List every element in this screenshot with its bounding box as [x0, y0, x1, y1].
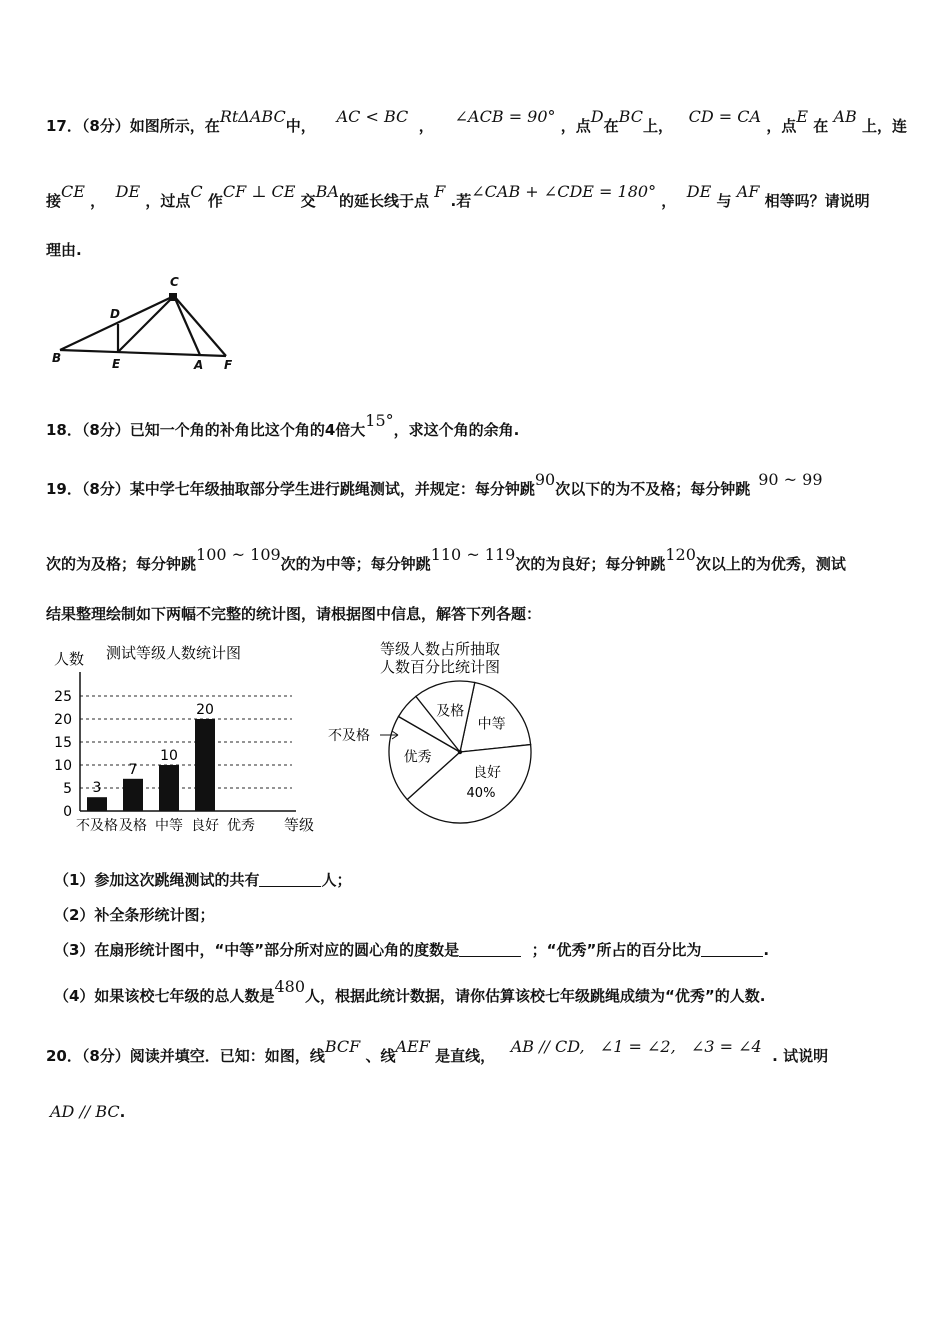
- q20-line1: 20．（8分）阅读并填空．已知：如图，线BCF 、线AEF 是直线， AB // CD, ∠1 = ∠2, ∠3 = ∠4 . 试说明: [46, 1037, 829, 1065]
- bar-categories: [76, 817, 255, 834]
- pie-chart: [322, 636, 536, 832]
- bar-ytick-label: 0: [63, 804, 72, 820]
- q17-line1: 17．（8分）如图所示，在RtΔABC中， AC < BC ， ∠ACB = 90° ，点D在BC上， CD = CA ，点E 在 AB 上，连: [46, 107, 908, 135]
- q19-sub4: （4）如果该校七年级的总人数是480人，根据此统计数据，请你估算该校七年级跳绳成绩为“优秀”的人数.: [54, 977, 766, 1005]
- q19-line1: 19．（8分）某中学七年级抽取部分学生进行跳绳测试，并规定：每分钟跳90次以下的为不及格；每分钟跳 90 ~ 99: [46, 470, 823, 498]
- bar-category-label: 良好: [191, 818, 219, 834]
- bar-category-label: 中等: [155, 818, 183, 834]
- label-d: D: [110, 307, 120, 321]
- bar-chart-ylabel: 人数: [54, 650, 85, 668]
- pie-label: 及格: [436, 703, 465, 720]
- bar-chart-title: 测试等级人数统计图: [106, 644, 242, 662]
- segment-ca: [174, 296, 200, 355]
- pie-label: 不及格: [328, 728, 370, 744]
- bar-value-label: 3: [92, 780, 102, 797]
- label-f: F: [224, 358, 233, 372]
- q19-line2: 次的为及格；每分钟跳100 ~ 109次的为中等；每分钟跳110 ~ 119次的为良好；每分钟跳120次以上的为优秀，测试: [46, 545, 846, 573]
- pie-center-dot: [458, 750, 462, 754]
- bar-value-label: 7: [128, 761, 138, 778]
- pie-label: 中等: [477, 716, 506, 733]
- label-e: E: [112, 357, 121, 371]
- bar-ytick-label: 5: [63, 781, 72, 797]
- pie-label: 良好: [472, 765, 501, 782]
- answer-blank-1[interactable]: [259, 872, 321, 887]
- q19-sub2: （2）补全条形统计图；: [54, 906, 215, 924]
- q17-line3: 理由.: [46, 241, 82, 259]
- bar: [159, 765, 179, 811]
- answer-blank-2[interactable]: [459, 942, 521, 957]
- q20-line2: AD // BC.: [50, 1102, 126, 1121]
- bar: [87, 797, 107, 811]
- bar-grid: [80, 696, 292, 788]
- bar: [195, 719, 215, 811]
- bar-ytick-label: 10: [54, 758, 72, 774]
- q18-line: 18．（8分）已知一个角的补角比这个角的4倍大15°，求这个角的余角.: [46, 411, 520, 439]
- right-angle-mark: [169, 293, 177, 301]
- bar-value-label: 20: [196, 702, 214, 718]
- bar-ytick-label: 20: [54, 712, 72, 728]
- label-a: A: [194, 358, 204, 372]
- bar-ytick-label: 25: [54, 689, 72, 705]
- q17-triangle-figure: [48, 272, 248, 376]
- bar-category-label: 优秀: [227, 818, 255, 834]
- segment-cf: [174, 296, 226, 356]
- bar-category-label: 不及格: [76, 818, 118, 834]
- pie-label: 优秀: [403, 749, 432, 766]
- bar-category-label: 及格: [119, 818, 147, 834]
- segment-bf: [60, 350, 226, 356]
- label-c: C: [170, 275, 179, 289]
- answer-blank-3[interactable]: [701, 942, 763, 957]
- q19-line3: 结果整理绘制如下两幅不完整的统计图，请根据图中信息，解答下列各题：: [46, 605, 542, 623]
- q17-line2: 接CE ， DE ，过点C 作CF ⊥ CE 交BA的延长线于点 F .若∠CAB + ∠CDE = 180° ， DE 与 AF 相等吗？请说明: [46, 182, 870, 210]
- bar-chart-xlabel: 等级: [284, 816, 315, 834]
- q19-sub1: （1）参加这次跳绳测试的共有 人；: [54, 871, 352, 889]
- segment-ce: [118, 296, 174, 352]
- bar-value-label: 10: [160, 748, 178, 764]
- bar-ytick-label: 15: [54, 735, 72, 751]
- pie-title-line2: 人数百分比统计图: [380, 658, 501, 676]
- bar-yticks: [54, 689, 72, 820]
- q19-sub3: （3）在扇形统计图中，“中等”部分所对应的圆心角的度数是 ；“优秀”所占的百分比为 .: [54, 941, 770, 959]
- bar-chart: [44, 636, 334, 840]
- pie-percent-label: 40%: [466, 786, 496, 802]
- triangle-lines: [60, 296, 226, 356]
- bar: [123, 779, 143, 811]
- pie-title-line1: 等级人数占所抽取: [380, 640, 501, 658]
- label-b: B: [52, 351, 62, 365]
